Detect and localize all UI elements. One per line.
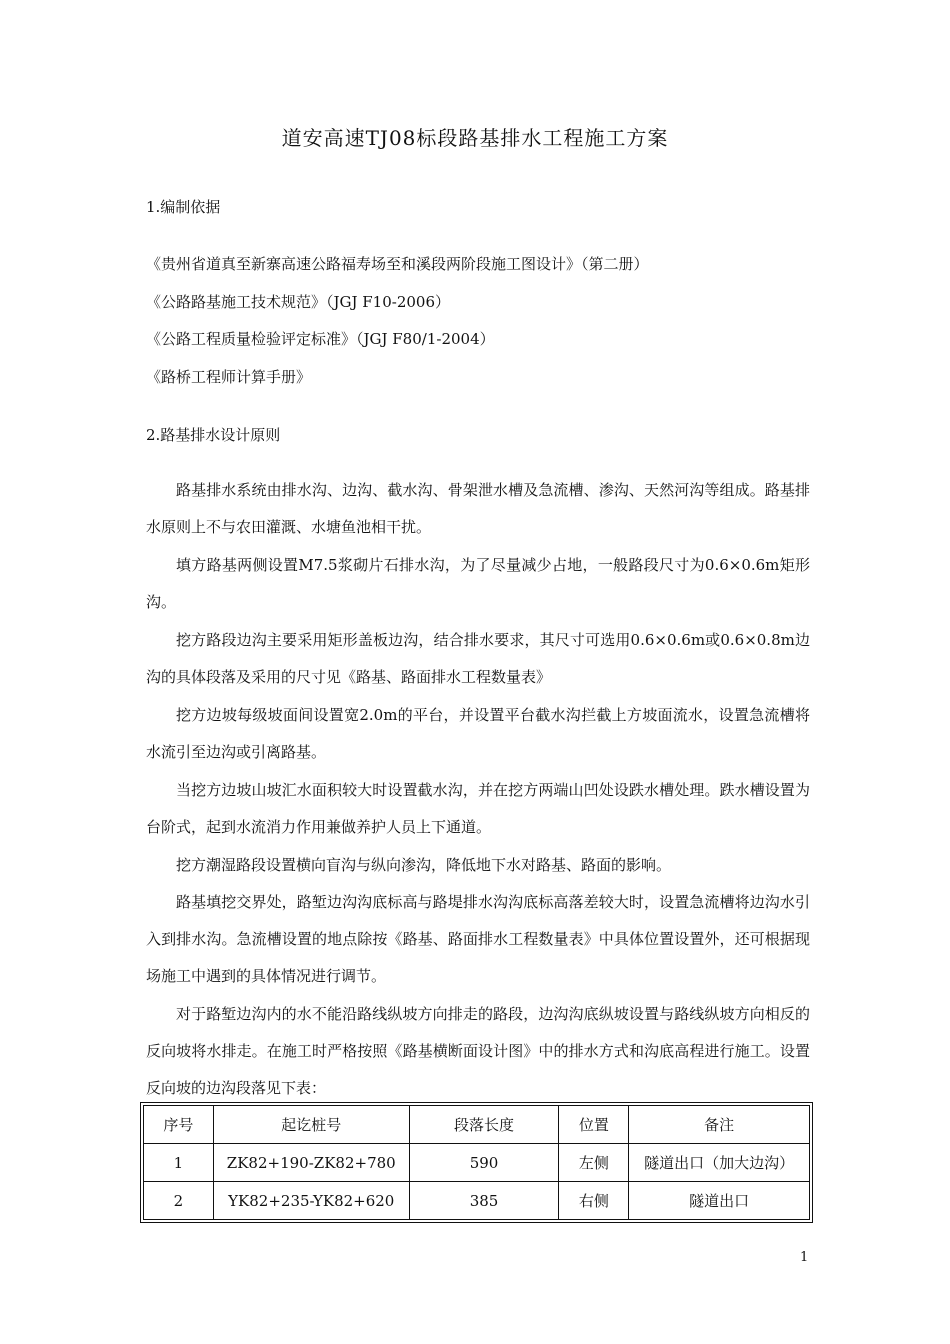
paragraph: 对于路堑边沟内的水不能沿路线纵坡方向排走的路段，边沟沟底纵坡设置与路线纵坡方向相反的反向坡将水排走。在施工时严格按照《路基横断面设计图》中的排水方式和沟底高程进行施工。设置反向坡的边沟段落见下表： xyxy=(146,1005,810,1097)
table-cell: 385 xyxy=(409,1182,559,1220)
paragraph: 挖方边坡每级坡面间设置宽2.0m的平台，并设置平台截水沟拦截上方坡面流水，设置急流槽将水流引至边沟或引离路基。 xyxy=(146,706,810,761)
table-cell: 左侧 xyxy=(559,1144,629,1182)
section-heading-principles: 2.路基排水设计原则 xyxy=(146,426,281,444)
table-cell: 2 xyxy=(144,1182,214,1220)
header-cell: 位置 xyxy=(559,1106,629,1144)
header-cell: 备注 xyxy=(629,1106,810,1144)
paragraph: 路基填挖交界处，路堑边沟沟底标高与路堤排水沟沟底标高落差较大时，设置急流槽将边沟水引入到排水沟。急流槽设置的地点除按《路基、路面排水工程数量表》中具体位置设置外，还可根据现场施工中遇到的具体情况进行调节。 xyxy=(146,893,810,985)
table-header-row xyxy=(144,1106,810,1144)
document-title: 道安高速TJ08标段路基排水工程施工方案 xyxy=(281,126,669,150)
reference-item: 《公路路基施工技术规范》（JGJ F10-2006） xyxy=(146,293,451,311)
table-cell: 590 xyxy=(409,1144,559,1182)
paragraph: 挖方潮湿路段设置横向盲沟与纵向渗沟，降低地下水对路基、路面的影响。 xyxy=(176,856,672,874)
table-cell: 隧道出口（加大边沟） xyxy=(629,1144,810,1182)
table-cell: 1 xyxy=(144,1144,214,1182)
paragraph: 当挖方边坡山坡汇水面积较大时设置截水沟，并在挖方两端山凹处设跌水槽处理。跌水槽设置为台阶式，起到水流消力作用兼做养护人员上下通道。 xyxy=(146,781,810,836)
header-cell: 段落长度 xyxy=(409,1106,559,1144)
table-cell: 右侧 xyxy=(559,1182,629,1220)
section-heading-basis: 1.编制依据 xyxy=(146,198,221,216)
paragraph: 路基排水系统由排水沟、边沟、截水沟、骨架泄水槽及急流槽、渗沟、天然河沟等组成。路基排水原则上不与农田灌溉、水塘鱼池相干扰。 xyxy=(146,481,810,536)
table-cell: ZK82+190-ZK82+780 xyxy=(213,1144,409,1182)
reference-item: 《路桥工程师计算手册》 xyxy=(146,368,312,386)
header-cell: 起讫桩号 xyxy=(213,1106,409,1144)
page-number: 1 xyxy=(800,1250,809,1265)
table-cell: 隧道出口 xyxy=(629,1182,810,1220)
table-row xyxy=(144,1144,810,1182)
reverse-slope-table xyxy=(143,1105,810,1220)
reference-item: 《贵州省道真至新寨高速公路福寿场至和溪段两阶段施工图设计》（第二册） xyxy=(146,255,649,273)
header-cell: 序号 xyxy=(144,1106,214,1144)
table-row xyxy=(144,1182,810,1220)
reference-item: 《公路工程质量检验评定标准》（JGJ F80/1-2004） xyxy=(146,330,495,348)
table-cell: YK82+235-YK82+620 xyxy=(213,1182,409,1220)
paragraph: 填方路基两侧设置M7.5浆砌片石排水沟，为了尽量减少占地，一般路段尺寸为0.6×0.6m矩形沟。 xyxy=(146,556,810,611)
paragraph: 挖方路段边沟主要采用矩形盖板边沟，结合排水要求，其尺寸可选用0.6×0.6m或0.6×0.8m边沟的具体段落及采用的尺寸见《路基、路面排水工程数量表》 xyxy=(146,631,810,686)
